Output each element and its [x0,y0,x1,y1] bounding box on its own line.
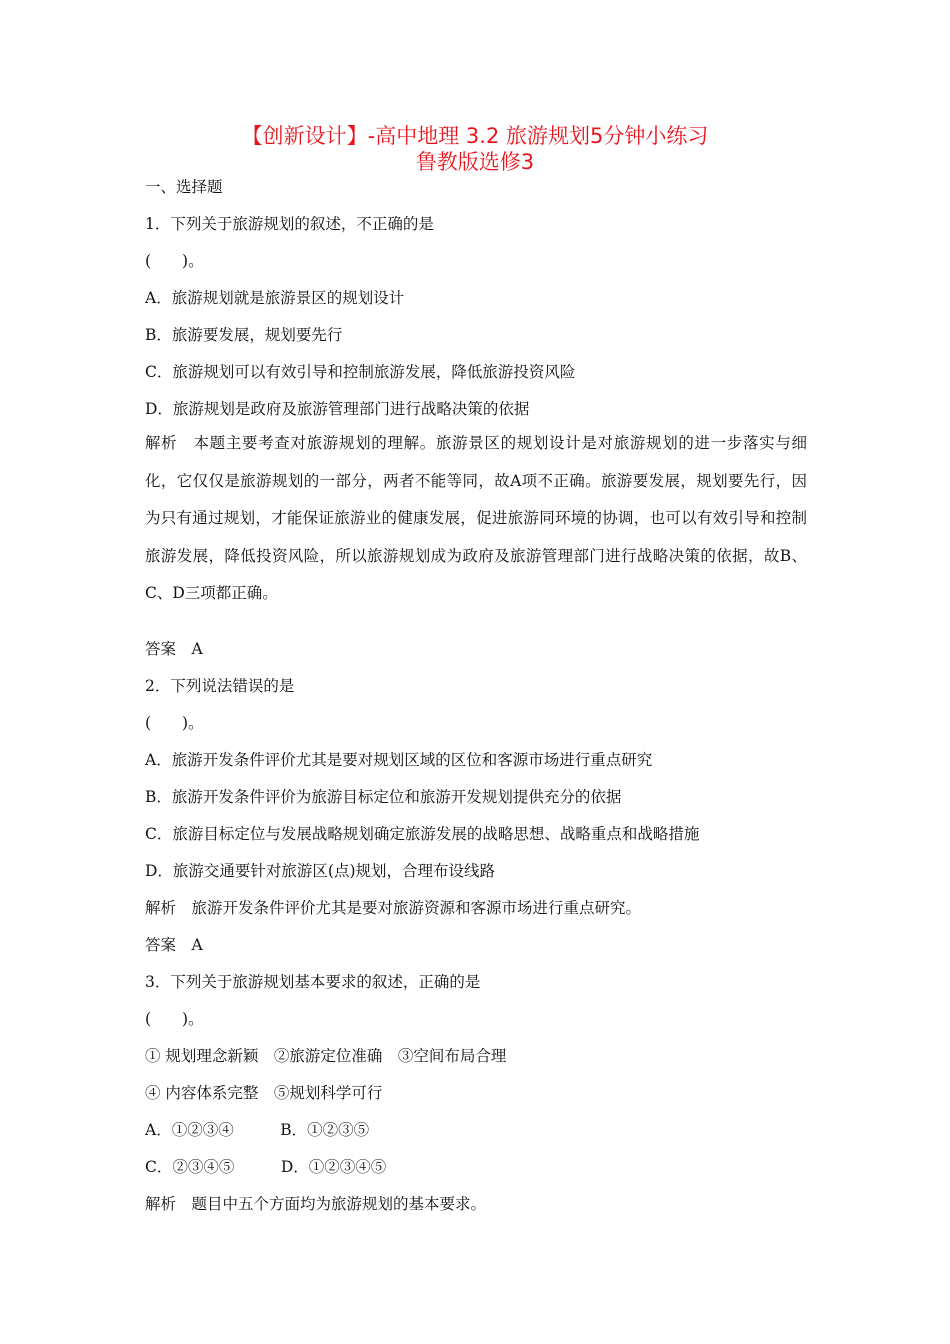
question-1-option-d: D．旅游规划是政府及旅游管理部门进行战略决策的依据 [145,400,530,418]
question-3-options-line-2: C．②③④⑤ D．①②③④⑤ [145,1158,387,1176]
question-1-blank: ( )。 [145,252,204,270]
question-3-analysis: 解析 题目中五个方面均为旅游规划的基本要求。 [145,1195,487,1213]
question-1-analysis: 解析 本题主要考查对旅游规划的理解。旅游景区的规划设计是对旅游规划的进一步落实与细化，它仅仅是旅游规划的一部分，两者不能等同，故A项不正确。旅游要发展，规划要先行，因为只有通过规划，才能保证旅游业的健康发展，促进旅游同环境的协调，也可以有效引导和控制旅游发展，降低投资风险，所以旅游规划成为政府及旅游管理部门进行战略决策的依据，故B、C、D三项都正确。 [145,434,807,602]
question-2-option-a: A．旅游开发条件评价尤其是要对规划区域的区位和客源市场进行重点研究 [145,751,653,769]
question-2-analysis: 解析 旅游开发条件评价尤其是要对旅游资源和客源市场进行重点研究。 [145,899,642,917]
question-1-answer: 答案 A [145,640,203,658]
question-2-answer: 答案 A [145,936,203,954]
document-title: 【创新设计】-高中地理 3.2 旅游规划5分钟小练习 [241,124,709,148]
question-2-blank: ( )。 [145,714,204,732]
question-3-options-line-1: A．①②③④ B．①②③⑤ [145,1121,370,1139]
document-subtitle: 鲁教版选修3 [415,150,535,174]
question-2-option-b: B．旅游开发条件评价为旅游目标定位和旅游开发规划提供充分的依据 [145,788,622,806]
section-heading: 一、选择题 [145,178,223,196]
question-3-items-line-1: ① 规划理念新颖 ②旅游定位准确 ③空间布局合理 [145,1047,507,1065]
question-1-option-a: A．旅游规划就是旅游景区的规划设计 [145,289,405,307]
question-1-option-b: B．旅游要发展，规划要先行 [145,326,343,344]
question-2-stem: 2．下列说法错误的是 [145,677,295,695]
question-3-items-line-2: ④ 内容体系完整 ⑤规划科学可行 [145,1084,383,1102]
question-1-option-c: C．旅游规划可以有效引导和控制旅游发展，降低旅游投资风险 [145,363,576,381]
question-2-option-d: D．旅游交通要针对旅游区(点)规划，合理布设线路 [145,862,496,880]
question-2-option-c: C．旅游目标定位与发展战略规划确定旅游发展的战略思想、战略重点和战略措施 [145,825,700,843]
question-3-blank: ( )。 [145,1010,204,1028]
question-3-stem: 3．下列关于旅游规划基本要求的叙述，正确的是 [145,973,481,991]
question-1-stem: 1．下列关于旅游规划的叙述，不正确的是 [145,215,434,233]
